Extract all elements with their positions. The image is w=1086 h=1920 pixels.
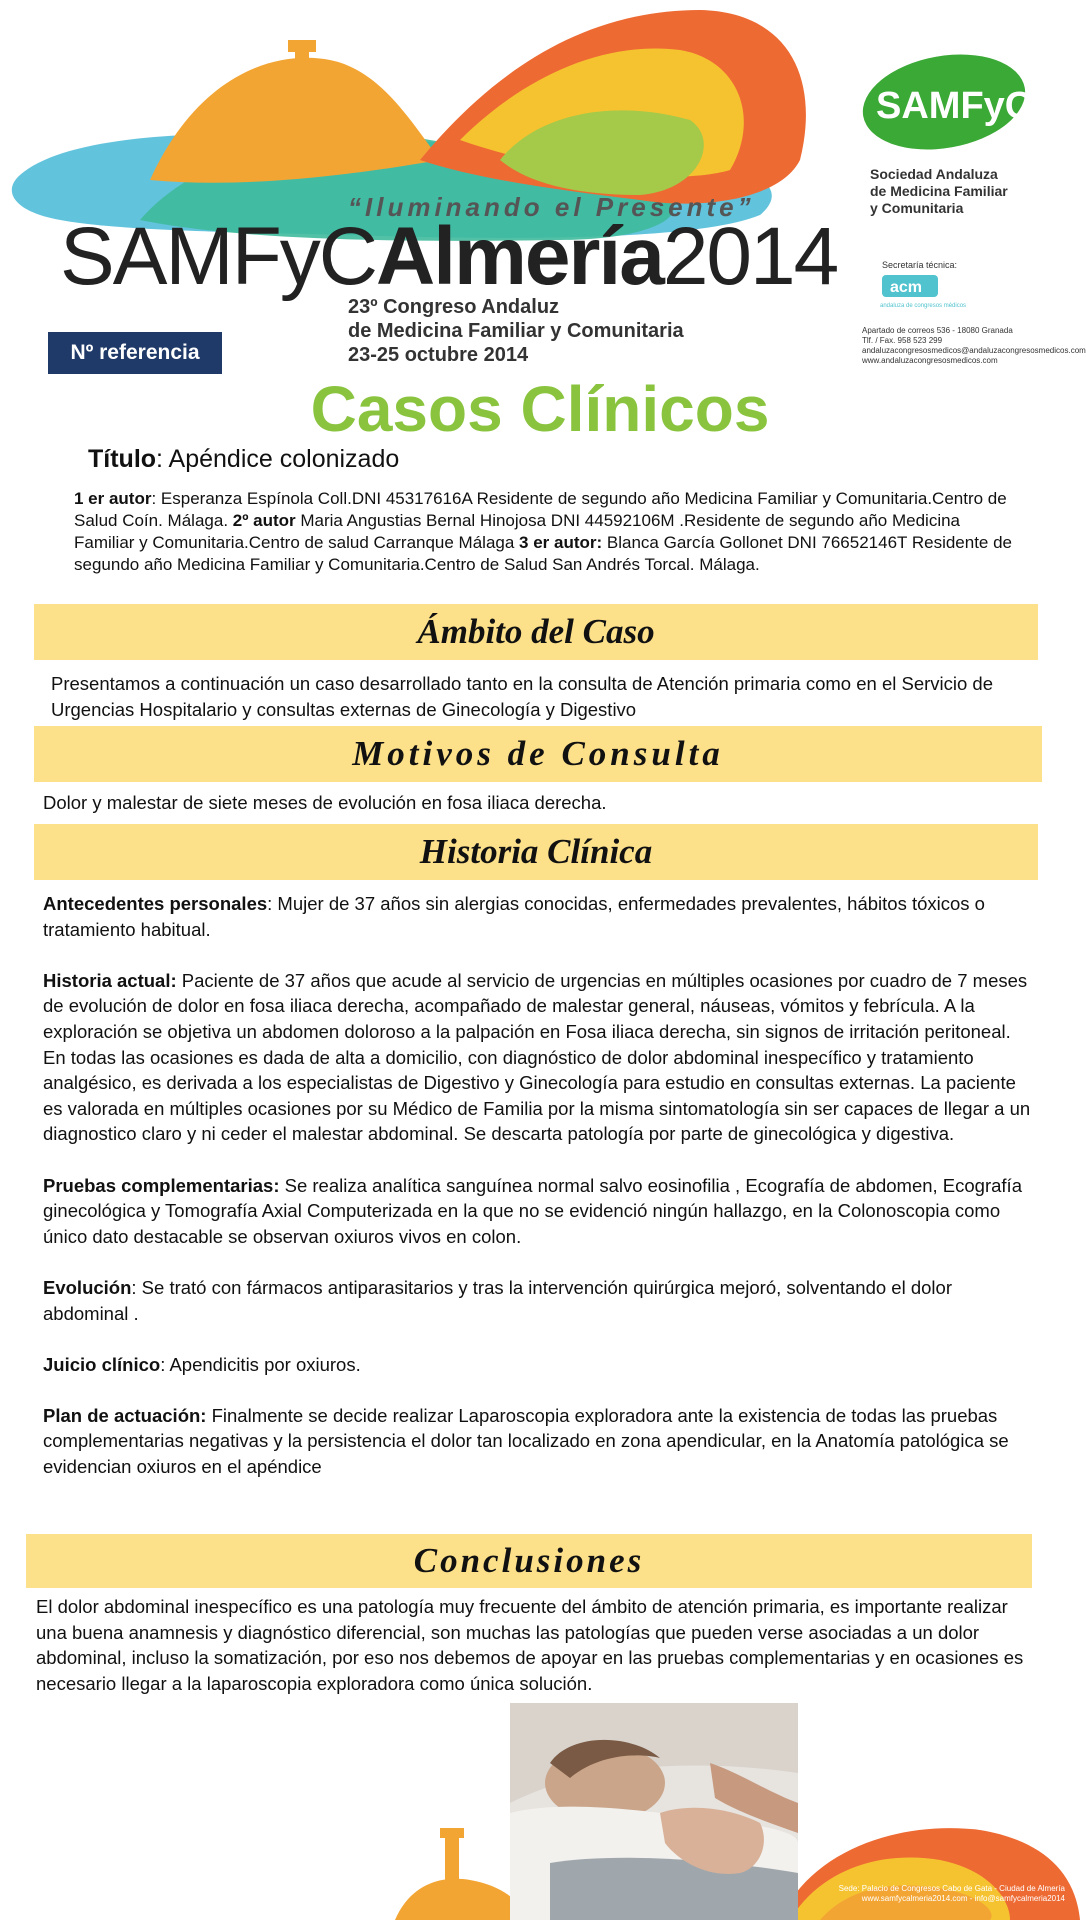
samfyc-subtitle xyxy=(870,166,1070,217)
plan-paragraph xyxy=(43,1403,1038,1480)
antecedentes-text: : Mujer de 37 años sin alergias conocidas, enfermedades prevalentes, hábitos tóxicos o tratamiento habitual. xyxy=(43,893,985,940)
samfyc-logo xyxy=(858,52,1033,152)
author-label: 2º autor xyxy=(232,511,296,530)
antecedentes-label: Antecedentes personales xyxy=(43,893,268,914)
event-motto: “Iluminando el Presente” xyxy=(348,192,755,222)
patient-abdomen-photo xyxy=(510,1703,798,1920)
samfyc-logo-text: SAMFyC xyxy=(876,85,1033,127)
contact-line: Tlf. / Fax. 958 523 299 xyxy=(862,336,943,345)
section-heading-conclusiones: Conclusiones xyxy=(26,1534,1032,1588)
pruebas-label: Pruebas complementarias: xyxy=(43,1174,280,1196)
case-title-label: Título xyxy=(88,445,157,473)
author-label: 1 er autor xyxy=(74,489,152,508)
section-heading-historia: Historia Clínica xyxy=(34,824,1038,880)
evolucion-label: Evolución xyxy=(43,1276,132,1298)
authors-block xyxy=(74,488,1014,576)
historia-actual-paragraph xyxy=(43,968,1038,1147)
venue-footer-text xyxy=(800,1884,1065,1904)
venue-line: www.samfycalmeria2014.com - info@samfycalmeria2014 xyxy=(861,1894,1065,1903)
author-text: Maria Angustias Bernal Hinojosa DNI 44592106M .Residente de segundo año Medicina Familiar y Comunitaria.Centro de salud Carranque Málaga xyxy=(74,511,961,552)
case-title-value: : Apéndice colonizado xyxy=(156,445,400,473)
pruebas-text: Se realiza analítica sanguínea normal salvo eosinofilia , Ecografía de abdomen, Ecografía ginecológica y Tomografía Axial Computerizada en la que no se evidenció ningún hallazgo, en la Colonoscopia como único dato destacable se observan oxiuros vivos en colon. xyxy=(43,1174,1022,1247)
historia-actual-text: Paciente de 37 años que acude al servicio de urgencias en múltiples ocasiones por cuadro de 7 meses de evolución de dolor en fosa iliaca derecha, acompañado de malestar general, náuseas, vómitos y febrícula. A la exploración se objetiva un abdomen doloroso a la palpación en Fosa iliaca derecha, sin signos de irritación peritoneal. En todas las ocasiones es dada de alta a domicilio, con diagnóstico de dolor abdominal inespecífico y tratamiento analgésico, es derivada a los especialistas de Digestivo y Ginecología para estudio en consultas externas. La paciente es valorada en múltiples ocasiones por su Médico de Familia por la misma sintomatología sin ser capaces de llegar a un diagnostico claro y ni ceder el malestar abdominal. Se descarta patología por parte de ginecológica y digestiva. xyxy=(43,969,1031,1145)
contact-line: Apartado de correos 536 - 18080 Granada xyxy=(862,326,1013,335)
juicio-label: Juicio clínico xyxy=(43,1353,161,1375)
historia-actual-label: Historia actual: xyxy=(43,969,177,991)
author-text: : Esperanza Espínola Coll.DNI 45317616A Residente de segundo año Medicina Familiar y Comunitaria.Centro de Salud Coín. Málaga. xyxy=(74,489,1007,530)
juicio-text: : Apendicitis por oxiuros. xyxy=(160,1353,361,1375)
event-name-part: Almería xyxy=(376,211,663,302)
acm-logo-text: acm xyxy=(890,279,923,296)
section-heading-motivos: Motivos de Consulta xyxy=(34,726,1042,782)
samfyc-subtitle-line: Sociedad Andaluza xyxy=(870,166,998,182)
historia-body xyxy=(43,891,1038,1480)
motivos-text: Dolor y malestar de siete meses de evolución en fosa iliaca derecha. xyxy=(43,792,607,813)
antecedentes-paragraph xyxy=(43,891,1038,942)
venue-line: Sede: Palacio de Congresos Cabo de Gata - Ciudad de Almería xyxy=(838,1884,1065,1893)
acm-logo xyxy=(880,273,967,319)
juicio-paragraph xyxy=(43,1352,1038,1378)
author-label: 3 er autor: xyxy=(519,533,603,552)
ambito-text: Presentamos a continuación un caso desarrollado tanto en la consulta de Atención primaria como en el Servicio de Urgencias Hospitalario y consultas externas de Ginecología y Digestivo xyxy=(51,673,994,720)
congress-line: de Medicina Familiar y Comunitaria xyxy=(348,320,684,342)
contact-line: andaluzacongresosmedicos@andaluzacongresosmedicos.com xyxy=(862,346,1086,355)
congress-line: 23º Congreso Andaluz xyxy=(348,296,560,318)
main-title: Casos Clínicos xyxy=(310,373,770,445)
event-name-part: 2014 xyxy=(662,211,838,302)
samfyc-subtitle-line: y Comunitaria xyxy=(870,200,964,216)
conclusiones-text: El dolor abdominal inespecífico es una patología muy frecuente del ámbito de atención primaria, es importante realizar una buena anamnesis y diagnóstico diferencial, son muchas las patologías que pueden verse asociadas a un dolor abdominal, incluso la somatización, por eso nos debemos de apoyar en las pruebas complementarias y en ocasiones es necesario llegar a la laparoscopia exploradora como única solución. xyxy=(36,1596,1024,1694)
pruebas-paragraph xyxy=(43,1173,1038,1250)
case-title xyxy=(88,445,399,474)
contact-line: www.andaluzacongresosmedicos.com xyxy=(862,356,998,365)
author-text: Blanca García Gollonet DNI 76652146T Residente de segundo año Medicina Familiar y Comunitaria.Centro de Salud San Andrés Torcal. Málaga. xyxy=(74,533,1013,574)
plan-text: Finalmente se decide realizar Laparoscopia exploradora ante la existencia de todas las pruebas complementarias negativas y la persistencia el dolor tan localizado en zona apendicular, en la Anatomía patológica se evidencian oxiuros en el apéndice xyxy=(43,1404,1009,1478)
event-name-part: SAMFyC xyxy=(60,211,376,302)
secretaria-contact xyxy=(862,326,1086,366)
reference-number-box: Nº referencia xyxy=(48,332,222,374)
acm-logo-sub: andaluza de congresos médicos xyxy=(880,303,967,309)
evolucion-text: : Se trató con fármacos antiparasitarios y tras la intervención quirúrgica mejoró, solventando el dolor abdominal . xyxy=(43,1276,952,1324)
event-name xyxy=(60,210,837,304)
congress-dates: 23-25 octubre 2014 xyxy=(348,344,529,366)
samfyc-subtitle-line: de Medicina Familiar xyxy=(870,183,1008,199)
secretaria-label: Secretaría técnica: xyxy=(882,260,958,270)
plan-label: Plan de actuación: xyxy=(43,1404,207,1426)
evolucion-paragraph xyxy=(43,1275,1038,1326)
section-heading-ambito: Ámbito del Caso xyxy=(34,604,1038,660)
